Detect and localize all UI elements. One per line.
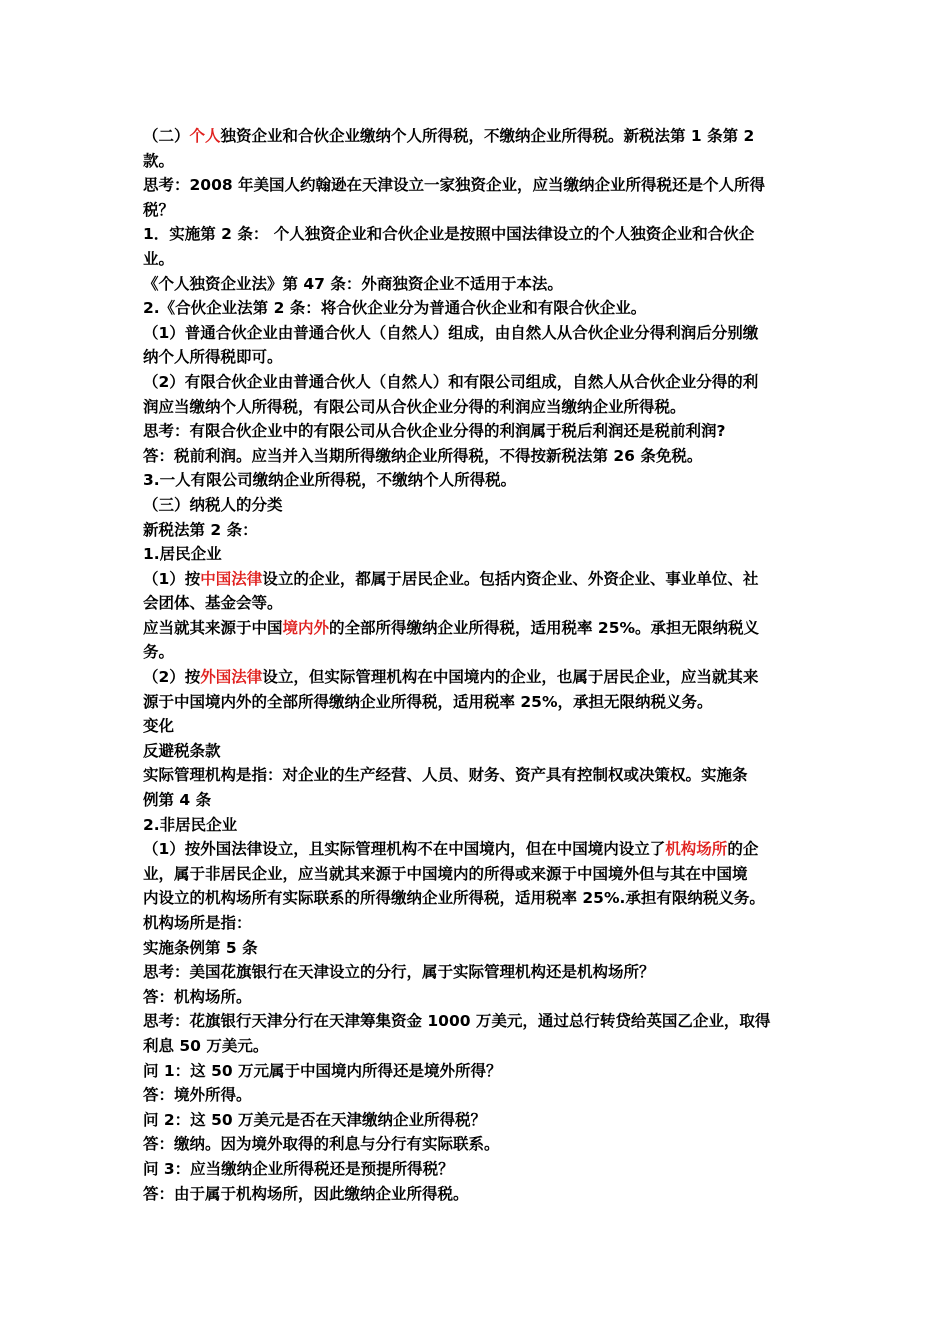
- text-segment: 务。: [143, 643, 175, 662]
- text-segment: 的企: [727, 840, 759, 859]
- text-line: [143, 1083, 811, 1108]
- text-line: [143, 542, 811, 567]
- text-segment: 答：税前利润。应当并入当期所得缴纳企业所得税，不得按新税法第 26 条免税。: [143, 446, 703, 465]
- text-segment: 业。: [143, 249, 175, 268]
- text-segment: 答：缴纳。因为境外取得的利息与分行有实际联系。: [143, 1135, 500, 1154]
- text-line: [143, 862, 811, 887]
- text-segment: 答：机构场所。: [143, 987, 252, 1006]
- text-segment: 问 2：这 50 万美元是否在天津缴纳企业所得税？: [143, 1110, 487, 1129]
- text-segment: 纳个人所得税即可。: [143, 348, 283, 367]
- text-line: [143, 222, 811, 247]
- text-segment: 润应当缴纳个人所得税，有限公司从合伙企业分得的利润应当缴纳企业所得税。: [143, 397, 686, 416]
- text-segment: 思考：花旗银行天津分行在天津筹集资金 1000 万美元，通过总行转贷给英国乙企业，取得: [143, 1012, 771, 1031]
- text-segment: 内设立的机构场所有实际联系的所得缴纳企业所得税，适用税率 25%.承担有限纳税义务。: [143, 889, 765, 908]
- text-line: [143, 444, 811, 469]
- text-segment: 答：境外所得。: [143, 1086, 252, 1105]
- text-segment: （1）按: [143, 569, 201, 588]
- text-line: [143, 714, 811, 739]
- text-line: [143, 788, 811, 813]
- text-line: [143, 837, 811, 862]
- text-segment: 设立的企业，都属于居民企业。包括内资企业、外资企业、事业单位、社: [262, 569, 759, 588]
- text-line: [143, 1157, 811, 1182]
- text-line: [143, 518, 811, 543]
- text-line: [143, 296, 811, 321]
- document-page: [143, 124, 811, 1206]
- text-segment: 思考：美国花旗银行在天津设立的分行，属于实际管理机构还是机构场所？: [143, 963, 655, 982]
- text-segment: 变化: [143, 717, 175, 736]
- highlighted-text: 中国法律: [200, 569, 263, 588]
- text-line: [143, 640, 811, 665]
- text-segment: （1）按外国法律设立，且实际管理机构不在中国境内，但在中国境内设立了: [143, 840, 666, 859]
- text-line: [143, 616, 811, 641]
- text-line: [143, 468, 811, 493]
- text-segment: （1）普通合伙企业由普通合伙人（自然人）组成，由自然人从合伙企业分得利润后分别缴: [143, 323, 759, 342]
- text-segment: 2.《合伙企业法第 2 条：将合伙企业分为普通合伙企业和有限合伙企业。: [143, 299, 647, 318]
- text-segment: 利息 50 万美元。: [143, 1036, 269, 1055]
- text-segment: 源于中国境内外的全部所得缴纳企业所得税，适用税率 25%，承担无限纳税义务。: [143, 692, 713, 711]
- text-line: [143, 1108, 811, 1133]
- text-line: [143, 567, 811, 592]
- text-line: [143, 591, 811, 616]
- text-segment: 3.一人有限公司缴纳企业所得税，不缴纳个人所得税。: [143, 471, 517, 490]
- text-segment: （2）有限合伙企业由普通合伙人（自然人）和有限公司组成，自然人从合伙企业分得的利: [143, 372, 759, 391]
- text-segment: 《个人独资企业法》第 47 条：外商独资企业不适用于本法。: [143, 274, 563, 293]
- text-line: [143, 911, 811, 936]
- text-segment: 实际管理机构是指：对企业的生产经营、人员、财务、资产具有控制权或决策权。实施条: [143, 766, 748, 785]
- text-segment: 款。: [143, 151, 175, 170]
- text-segment: 1.居民企业: [143, 545, 222, 564]
- text-line: [143, 739, 811, 764]
- highlighted-text: 外国法律: [200, 668, 263, 687]
- text-segment: （三）纳税人的分类: [143, 495, 283, 514]
- text-line: [143, 665, 811, 690]
- text-segment: 设立，但实际管理机构在中国境内的企业，也属于居民企业，应当就其来: [262, 668, 759, 687]
- text-segment: 反避税条款: [143, 741, 221, 760]
- text-line: [143, 173, 811, 198]
- text-line: [143, 1009, 811, 1034]
- text-line: [143, 419, 811, 444]
- text-line: [143, 272, 811, 297]
- text-line: [143, 370, 811, 395]
- text-segment: 问 1：这 50 万元属于中国境内所得还是境外所得？: [143, 1061, 502, 1080]
- text-segment: （二）: [143, 127, 190, 145]
- text-segment: 独资企业和合伙企业缴纳个人所得税，不缴纳企业所得税。新税法第 1 条第 2: [220, 127, 755, 145]
- text-segment: 思考：有限合伙企业中的有限公司从合伙企业分得的利润属于税后利润还是税前利润?: [143, 422, 726, 441]
- text-line: [143, 1182, 811, 1207]
- highlighted-text: 个人: [189, 127, 221, 145]
- text-line: [143, 321, 811, 346]
- text-segment: 会团体、基金会等。: [143, 594, 283, 613]
- text-segment: 业，属于非居民企业，应当就其来源于中国境内的所得或来源于中国境外但与其在中国境: [143, 864, 748, 883]
- text-line: [143, 960, 811, 985]
- text-line: [143, 395, 811, 420]
- text-line: [143, 936, 811, 961]
- text-line: [143, 124, 811, 149]
- text-line: [143, 1132, 811, 1157]
- text-line: [143, 1034, 811, 1059]
- text-segment: 机构场所是指：: [143, 914, 252, 932]
- text-line: [143, 247, 811, 272]
- text-segment: 答：由于属于机构场所，因此缴纳企业所得税。: [143, 1184, 469, 1203]
- text-line: [143, 198, 811, 223]
- text-line: [143, 813, 811, 838]
- text-segment: 新税法第 2 条：: [143, 520, 258, 539]
- text-line: [143, 985, 811, 1010]
- text-line: [143, 345, 811, 370]
- text-line: [143, 1059, 811, 1084]
- text-segment: 问 3：应当缴纳企业所得税还是预提所得税？: [143, 1159, 454, 1178]
- text-segment: 1．实施第 2 条： 个人独资企业和合伙企业是按照中国法律设立的个人独资企业和合伙企: [143, 225, 755, 244]
- text-segment: 例第 4 条: [143, 791, 212, 810]
- text-segment: 思考：2008 年美国人约翰逊在天津设立一家独资企业，应当缴纳企业所得税还是个人所得: [143, 176, 766, 195]
- text-segment: （2）按: [143, 668, 201, 687]
- text-segment: 2.非居民企业: [143, 815, 238, 834]
- text-line: [143, 886, 811, 911]
- text-line: [143, 149, 811, 174]
- text-segment: 的全部所得缴纳企业所得税，适用税率 25%。承担无限纳税义: [329, 618, 760, 637]
- text-segment: 实施条例第 5 条: [143, 938, 258, 957]
- text-line: [143, 493, 811, 518]
- highlighted-text: 机构场所: [665, 840, 728, 859]
- text-line: [143, 763, 811, 788]
- text-line: [143, 690, 811, 715]
- text-segment: 应当就其来源于中国: [143, 618, 283, 637]
- text-segment: 税？: [143, 200, 175, 219]
- highlighted-text: 境内外: [282, 618, 330, 637]
